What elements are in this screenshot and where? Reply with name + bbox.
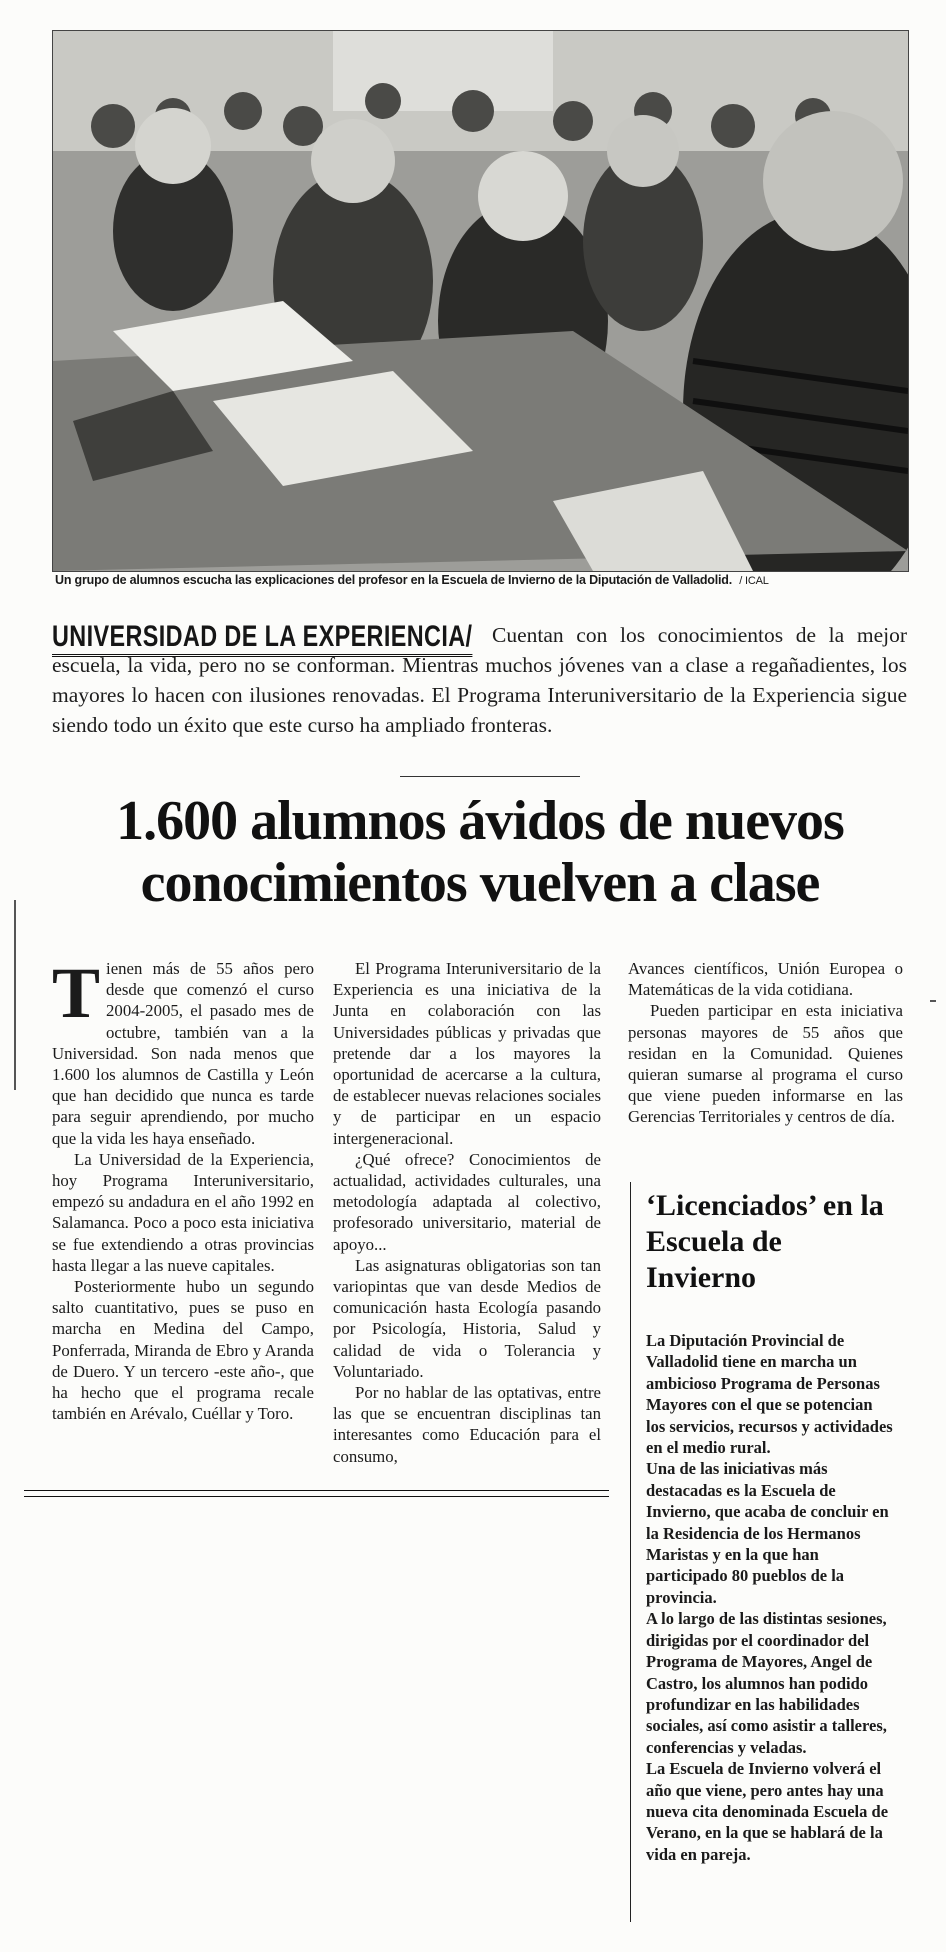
classroom-photo xyxy=(52,30,909,572)
article-bottom-rule xyxy=(24,1490,609,1497)
scan-speck xyxy=(930,1000,936,1002)
photo-credit: / ICAL xyxy=(739,575,769,587)
body-paragraph xyxy=(52,953,314,1149)
sidebar-paragraph: Una de las iniciativas más destacadas es la Escuela de Invierno, que acaba de concluir en la Residencia de los Hermanos Maristas y en la que han participado 80 pueblos de la provincia. xyxy=(646,1459,889,1607)
divider-rule xyxy=(400,776,580,777)
sidebar-title: ‘Licenciados’ en la Escuela de Invierno xyxy=(646,1189,884,1294)
scan-edge-mark xyxy=(14,900,16,1090)
lead-text: Cuentan con los conocimientos de la mejor escuela, la vida, pero no se conforman. Mientras muchos jóvenes van a clase a regañadientes, los mayores lo hacen con ilusiones renovadas. El Programa Interuniversitario de la Experiencia sigue siendo todo un éxito que este curso ha ampliado fronteras. xyxy=(52,623,907,737)
body-column-3 xyxy=(628,958,903,1128)
sidebar-paragraph: La Diputación Provincial de Valladolid tiene en marcha un ambicioso Programa de Personas Mayores con el que se potencian los servicios, recursos y actividades en el medio rural. xyxy=(646,1331,893,1458)
photo-caption xyxy=(55,573,915,587)
headline: 1.600 alumnos ávidos de nuevos conocimientos vuelven a clase xyxy=(116,790,844,914)
body-paragraph: Pueden participar en esta iniciativa personas mayores de 55 años que residan en la Comunidad. Quienes quieran sumarse al programa el curso que viene pueden informarse en las Gerencias Territoriales y centros de día. xyxy=(628,1001,903,1127)
section-kicker: UNIVERSIDAD DE LA EXPERIENCIA/ xyxy=(52,620,472,657)
body-paragraph: ¿Qué ofrece? Conocimientos de actualidad, actividades culturales, una metodología adaptada al colectivo, profesorado universitario, material de apoyo... xyxy=(333,1149,601,1254)
sidebar-paragraph: La Escuela de Invierno volverá el año que viene, pero antes hay una nueva cita denominada Escuela de Verano, en la que se hablará de la vida en pareja. xyxy=(646,1759,889,1864)
photo-illustration xyxy=(53,31,908,571)
kicker-container xyxy=(52,620,907,657)
body-paragraph: La Universidad de la Experiencia, hoy Programa Interuniversitario, empezó su andadura en el año 1992 en Salamanca. Poco a poco esta iniciativa se fue extendiendo a otras provincias hasta llegar a las nueve capitales. xyxy=(52,1149,314,1275)
body-column-1 xyxy=(52,953,314,1424)
body-paragraph: Las asignaturas obligatorias son tan variopintas que van desde Medios de comunicación hasta Ecología pasando por Psicología, Historia, Salud y calidad de vida o Tolerancia y Voluntariado. xyxy=(333,1255,601,1381)
sidebar-body xyxy=(646,1330,894,1865)
sidebar-rule xyxy=(630,1182,631,1922)
sidebar-paragraph: A lo largo de las distintas sesiones, dirigidas por el coordinador del Programa de Mayores, Angel de Castro, los alumnos han podido profundizar en las habilidades sociales, así como asistir a talleres, conferencias y veladas. xyxy=(646,1609,887,1757)
body-paragraph: Avances científicos, Unión Europea o Matemáticas de la vida cotidiana. xyxy=(628,959,903,1000)
body-paragraph-text: ienen más de 55 años pero desde que comenzó el curso 2004-2005, el pasado mes de octubre, también van a la Universidad. Son nada menos que 1.600 los alumnos de Castilla y León que han decidido que nunca es tarde para seguir aprendiendo, por mucho que la vida les haya enseñado. xyxy=(52,959,314,1148)
body-paragraph: Posteriormente hubo un segundo salto cuantitativo, pues se puso en marcha en Medina del Campo, Ponferrada, Miranda de Ebro y Aranda de Duero. Y un tercero -este año-, que ha hecho que el programa recale también en Arévalo, Cuéllar y Toro. xyxy=(52,1277,314,1424)
body-paragraph: Por no hablar de las optativas, entre las que se encuentran disciplinas tan interesantes como Educación para el consumo, xyxy=(333,1383,601,1466)
body-column-2 xyxy=(333,958,601,1467)
caption-text: Un grupo de alumnos escucha las explicaciones del profesor en la Escuela de Invierno de la Diputación de Valladolid. xyxy=(55,573,733,587)
body-paragraph: El Programa Interuniversitario de la Experiencia es una iniciativa de la Junta en colaboración con las Universidades públicas y privadas que pretende dar a los mayores la oportunidad de acercarse a la cultura, de establecer nuevas relaciones sociales y de participar en un espacio intergeneracional. xyxy=(333,959,601,1148)
drop-cap: T xyxy=(52,953,101,1033)
